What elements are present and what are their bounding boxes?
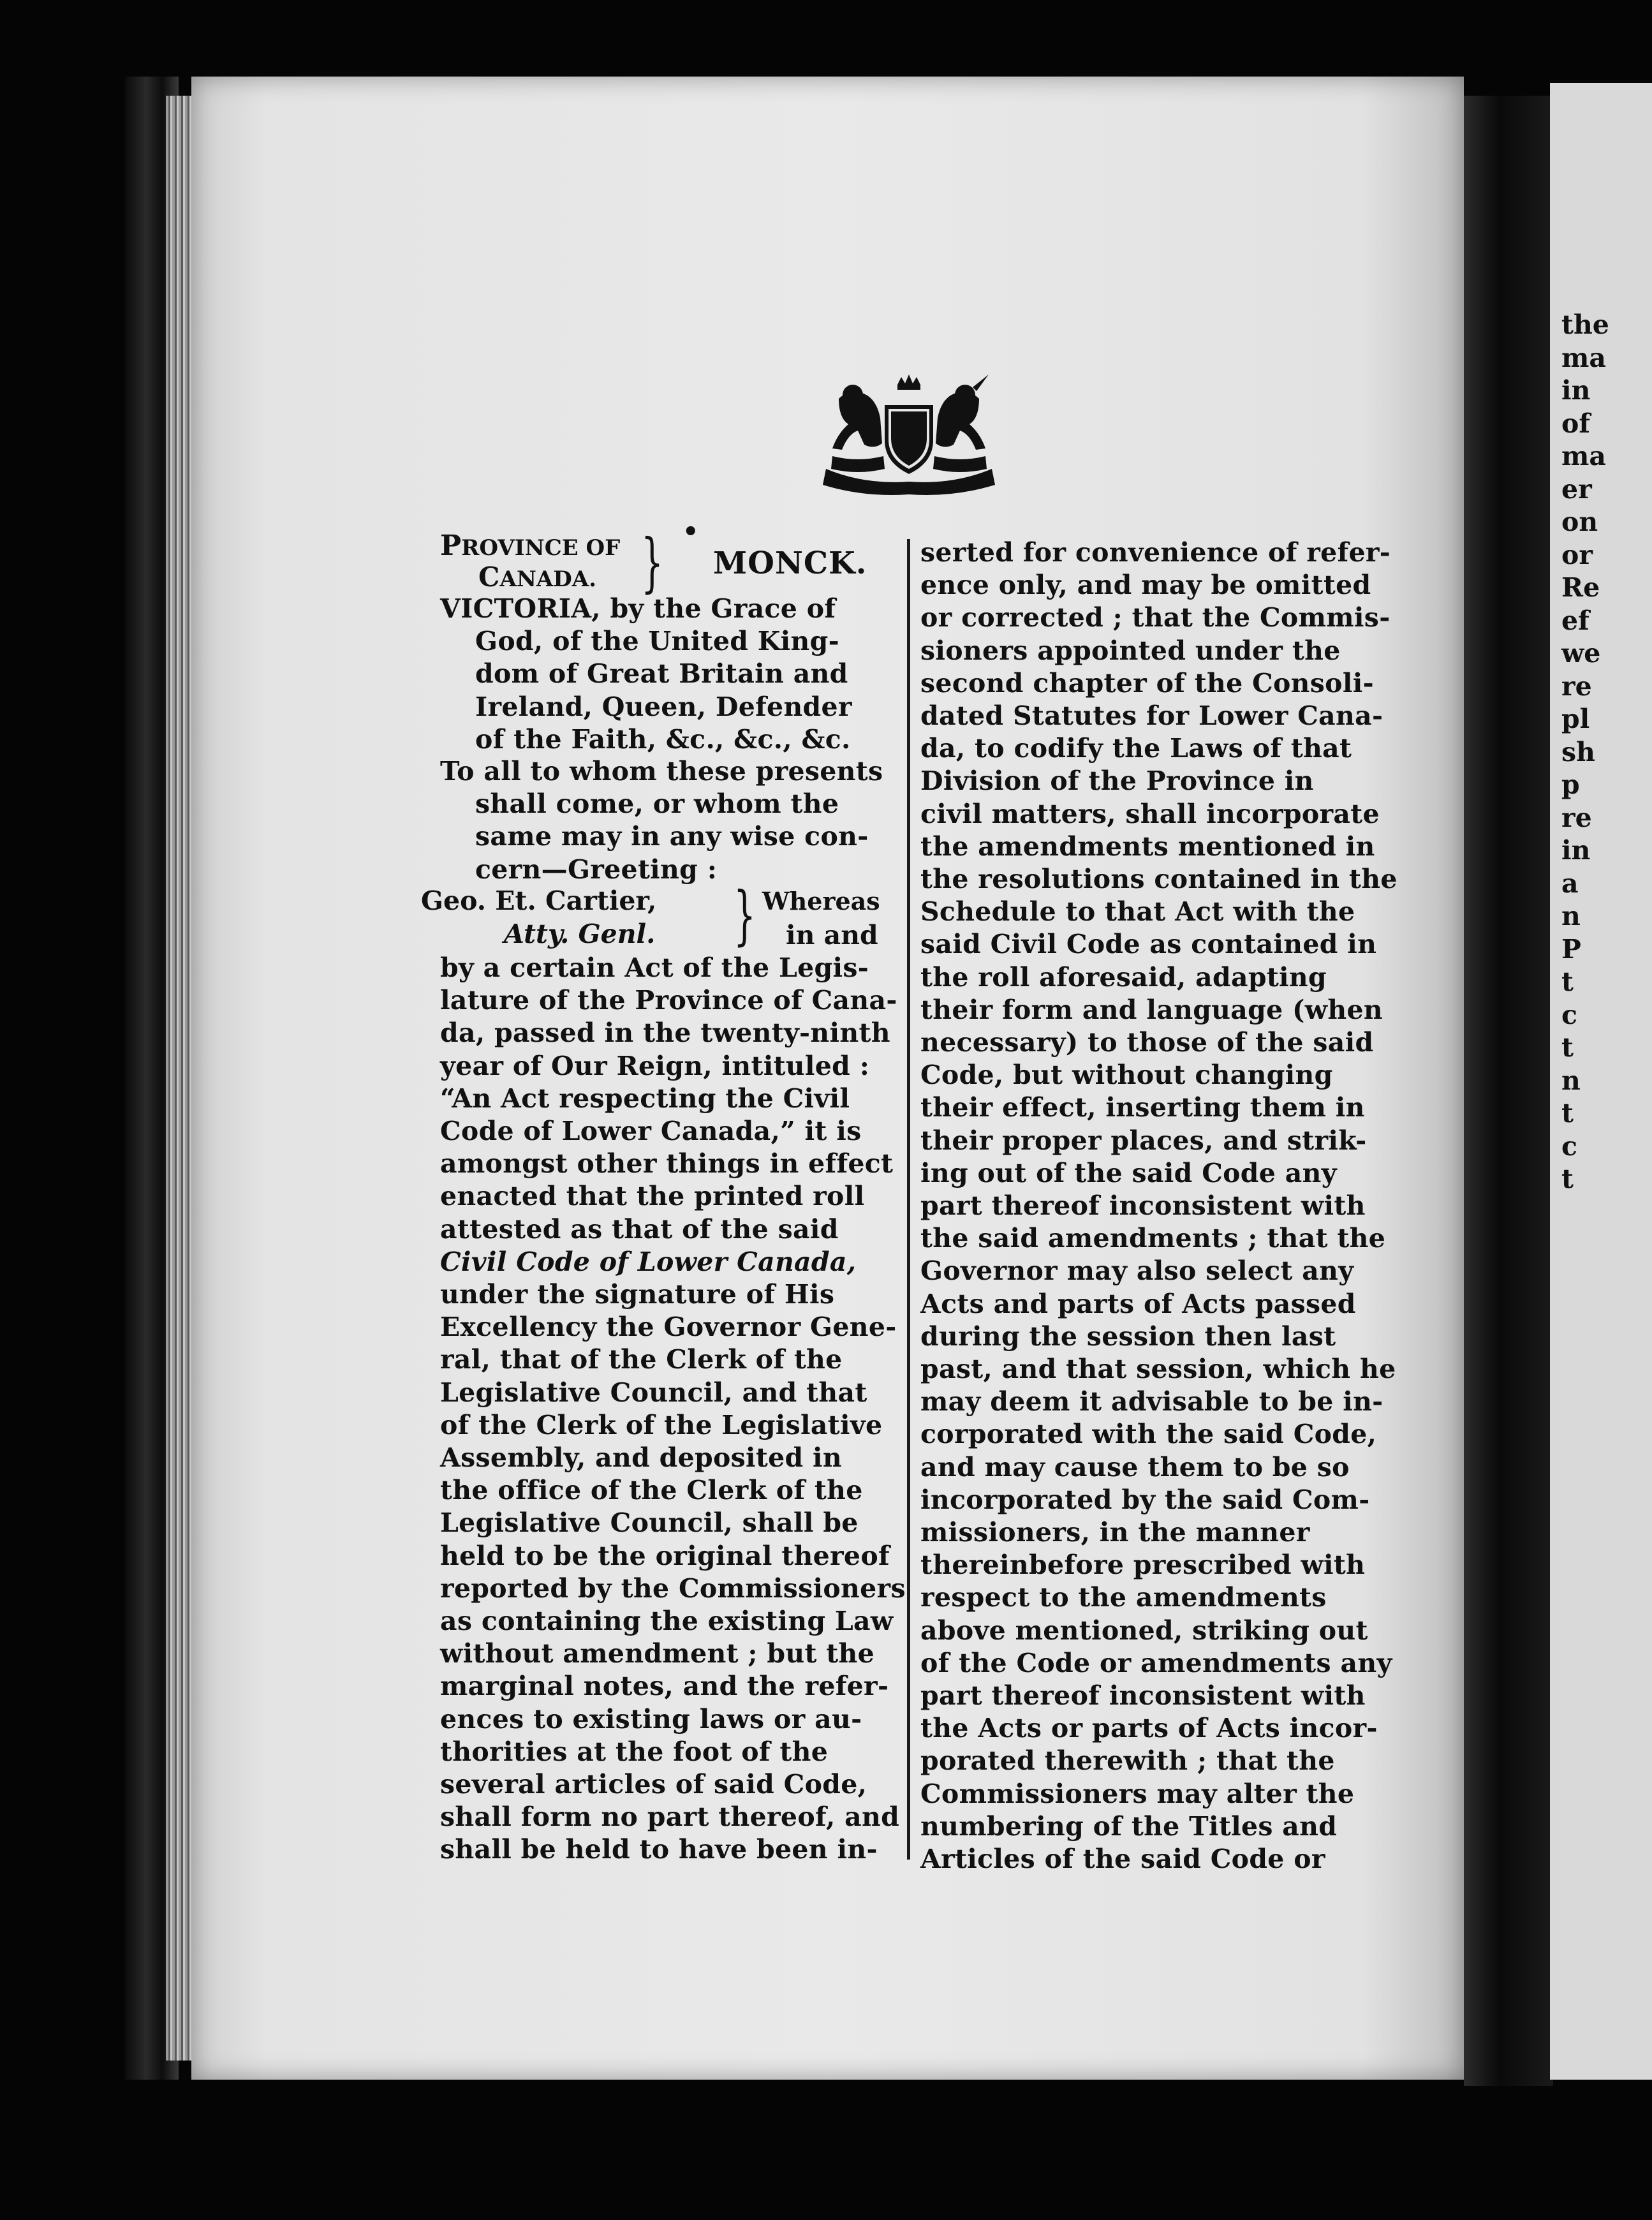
next-page-fragment: in — [1561, 835, 1591, 866]
next-page-fragment: n — [1561, 1065, 1581, 1096]
address-line: same may in any wise con- — [475, 821, 869, 852]
left-column-line: the office of the Clerk of the — [440, 1475, 863, 1506]
right-column-line: da, to codify the Laws of that — [920, 733, 1352, 764]
right-column-line: porated therewith ; that the — [920, 1745, 1335, 1777]
preamble-line: Ireland, Queen, Defender — [475, 691, 852, 722]
right-column-line: ence only, and may be omitted — [920, 570, 1371, 601]
next-page-fragment: c — [1561, 1130, 1577, 1162]
left-column-line: shall be held to have been in- — [440, 1834, 878, 1865]
next-page-fragment: re — [1561, 802, 1592, 833]
preamble-line: of the Faith, &c., &c., &c. — [475, 723, 851, 755]
left-column-line: Legislative Council, and that — [440, 1377, 867, 1408]
left-column-line: under the signature of His — [440, 1279, 835, 1310]
right-column-line: Division of the Province in — [920, 766, 1314, 797]
address-line: cern—Greeting : — [475, 854, 718, 885]
left-column-line: held to be the original thereof — [440, 1540, 890, 1571]
attorney-general-title: Atty. Genl. — [504, 919, 656, 949]
right-column-line: or corrected ; that the Commis- — [920, 602, 1390, 633]
next-page-fragment: er — [1561, 473, 1592, 505]
province-line2: CANADA. — [478, 561, 596, 593]
book-gutter — [1464, 96, 1553, 2086]
right-column-line: their form and language (when — [920, 994, 1383, 1025]
address-line: To all to whom these presents — [440, 756, 883, 787]
right-column-line: Acts and parts of Acts passed — [920, 1288, 1356, 1319]
next-page-fragment: Re — [1561, 572, 1600, 603]
right-column-line: the amendments mentioned in — [920, 831, 1375, 862]
next-page-fragment: we — [1561, 638, 1601, 669]
preamble-line: God, of the United King- — [475, 626, 839, 657]
attorney-general-name: Geo. Et. Cartier, — [421, 885, 657, 916]
right-column-line: their proper places, and strik- — [920, 1125, 1367, 1156]
right-column-line: Governor may also select any — [920, 1255, 1354, 1287]
left-column-line: Code of Lower Canada,” it is — [440, 1116, 862, 1146]
left-column-line: ences to existing laws or au- — [440, 1703, 862, 1735]
right-column-line: thereinbefore prescribed with — [920, 1550, 1366, 1581]
left-column-line: reported by the Commissioners — [440, 1573, 906, 1604]
left-column-line: ral, that of the Clerk of the — [440, 1344, 843, 1375]
left-column-line: year of Our Reign, intituled : — [440, 1050, 870, 1081]
next-page-fragment: t — [1561, 966, 1574, 997]
seal-mark: • — [682, 517, 699, 547]
next-page-fragment: of — [1561, 408, 1590, 439]
right-column-line: missioners, in the manner — [920, 1517, 1310, 1548]
next-page-fragment: pl — [1561, 704, 1590, 734]
right-column-line: the said amendments ; that the — [920, 1223, 1386, 1254]
brace: } — [641, 525, 663, 600]
preamble-line: dom of Great Britain and — [475, 658, 848, 690]
left-column-line: da, passed in the twenty-ninth — [440, 1018, 890, 1049]
right-column-line: part thereof inconsistent with — [920, 1680, 1366, 1711]
next-page-fragment: n — [1561, 901, 1581, 931]
right-column-line: second chapter of the Consoli- — [920, 667, 1374, 699]
royal-coat-of-arms-icon — [813, 373, 1005, 498]
right-column-line: past, and that session, which he — [920, 1354, 1396, 1384]
right-column-line: ing out of the said Code any — [920, 1157, 1337, 1188]
right-column-line: sioners appointed under the — [920, 635, 1341, 666]
brace: } — [734, 878, 756, 952]
next-page-fragment: ef — [1561, 605, 1589, 636]
right-column-line: dated Statutes for Lower Cana- — [920, 700, 1383, 731]
right-column-line: and may cause them to be so — [920, 1451, 1350, 1483]
left-column-line: Assembly, and deposited in — [440, 1442, 843, 1473]
right-column-line: said Civil Code as contained in — [920, 929, 1377, 960]
right-column-line: may deem it advisable to be in- — [920, 1386, 1383, 1417]
province-line1: ROVINCE OF — [461, 535, 621, 561]
left-column-line: Civil Code of Lower Canada, — [440, 1246, 857, 1277]
right-column-line: serted for convenience of refer- — [920, 537, 1391, 568]
left-column-line: marginal notes, and the refer- — [440, 1671, 889, 1702]
right-column-line: numbering of the Titles and — [920, 1810, 1338, 1842]
next-page-fragment: re — [1561, 670, 1592, 702]
next-page-fragment: p — [1561, 769, 1580, 800]
column-divider — [907, 539, 910, 1860]
left-column-line: “An Act respecting the Civil — [440, 1083, 850, 1114]
whereas-continuation: in and — [786, 920, 878, 951]
next-page-fragment: t — [1561, 1032, 1574, 1063]
right-column-line: incorporated by the said Com- — [920, 1484, 1370, 1515]
right-column-line: Articles of the said Code or — [920, 1844, 1325, 1874]
left-column-line: of the Clerk of the Legislative — [440, 1409, 883, 1440]
left-column-line: amongst other things in effect — [440, 1148, 894, 1180]
next-page-fragment: P — [1561, 933, 1581, 965]
left-column-line: several articles of said Code, — [440, 1769, 867, 1800]
right-column-line: of the Code or amendments any — [920, 1647, 1392, 1678]
left-column-line: lature of the Province of Cana- — [440, 985, 897, 1016]
next-page-fragment: c — [1561, 999, 1577, 1030]
next-page-fragment: or — [1561, 539, 1593, 570]
left-column-line: thorities at the foot of the — [440, 1736, 829, 1767]
page-edges — [166, 96, 191, 2061]
whereas-word: Whereas — [762, 887, 880, 915]
left-column-line: enacted that the printed roll — [440, 1181, 865, 1212]
next-page-fragment: t — [1561, 1098, 1574, 1128]
next-page-edge — [1550, 83, 1652, 2080]
right-column-line: Commissioners may alter the — [920, 1778, 1355, 1809]
left-column-line: Excellency the Governor Gene- — [440, 1312, 897, 1343]
right-column-line: respect to the amendments — [920, 1582, 1327, 1613]
left-column-line: by a certain Act of the Legis- — [440, 952, 869, 983]
next-page-fragment: a — [1561, 868, 1579, 899]
right-column-line: the resolutions contained in the — [920, 864, 1398, 894]
province-heading: PROVINCE OF CANADA. — [440, 529, 621, 593]
left-column-line: without amendment ; but the — [440, 1638, 875, 1669]
right-column-line: their effect, inserting them in — [920, 1092, 1365, 1123]
next-page-fragment: in — [1561, 375, 1591, 406]
address-line: shall come, or whom the — [475, 788, 839, 820]
left-column-line: shall form no part thereof, and — [440, 1802, 900, 1833]
governor-signature: MONCK. — [713, 545, 867, 581]
right-column-line: the Acts or parts of Acts incor- — [920, 1713, 1378, 1744]
right-column-line: part thereof inconsistent with — [920, 1190, 1366, 1221]
right-column-line: above mentioned, striking out — [920, 1615, 1368, 1646]
right-column-line: the roll aforesaid, adapting — [920, 961, 1327, 993]
preamble-line: VICTORIA, by the Grace of — [440, 593, 836, 624]
right-column-line: Schedule to that Act with the — [920, 896, 1355, 928]
next-page-fragment: on — [1561, 507, 1598, 537]
left-column-line: as containing the existing Law — [440, 1606, 894, 1636]
next-page-fragment: the — [1561, 309, 1609, 340]
right-column-line: necessary) to those of the said — [920, 1027, 1374, 1058]
right-column-line: during the session then last — [920, 1321, 1336, 1352]
next-page-fragment: sh — [1561, 736, 1595, 767]
next-page-fragment: ma — [1561, 441, 1606, 471]
left-column-line: attested as that of the said — [440, 1213, 839, 1245]
right-column-line: civil matters, shall incorporate — [920, 798, 1380, 829]
next-page-fragment: t — [1561, 1164, 1574, 1194]
right-column-line: Code, but without changing — [920, 1060, 1333, 1091]
left-column-line: Legislative Council, shall be — [440, 1507, 859, 1539]
next-page-fragment: ma — [1561, 342, 1606, 373]
right-column-line: corporated with the said Code, — [920, 1419, 1377, 1450]
